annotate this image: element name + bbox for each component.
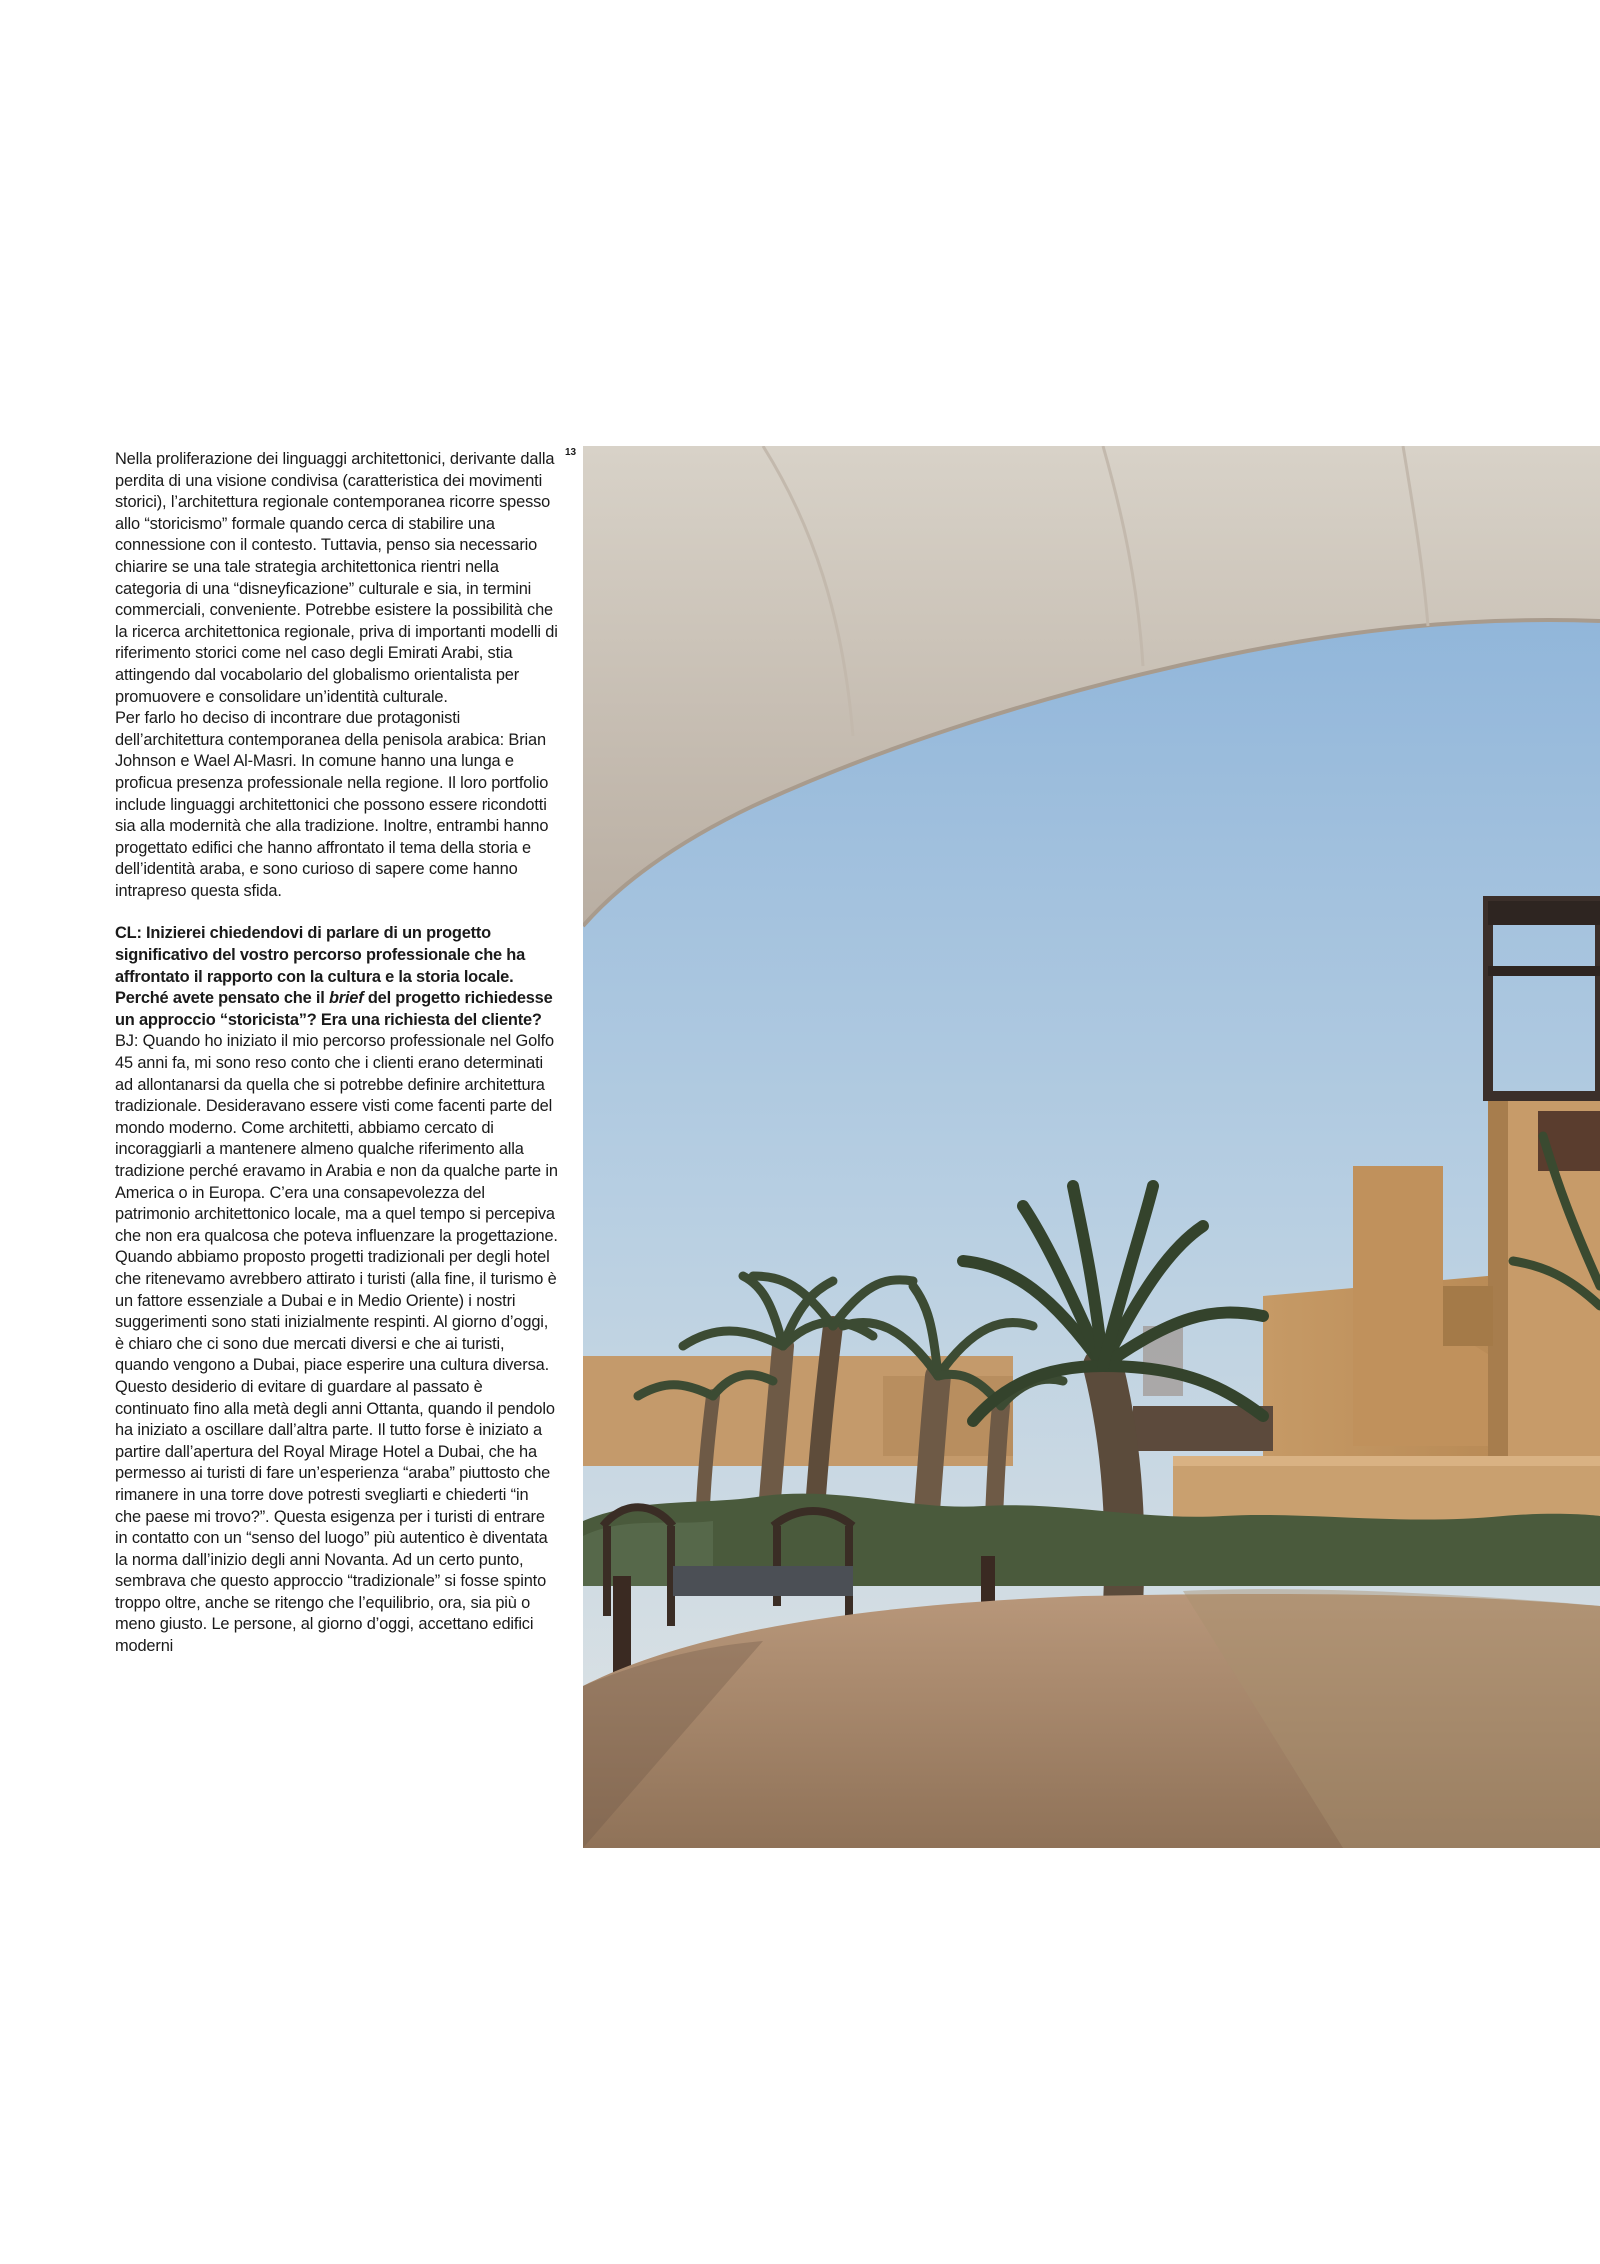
page-number: 13: [565, 447, 577, 458]
answer-paragraph: Questo desiderio di evitare di guardare al passato è continuato fino alla metà degli anni Ottanta, quando il pendolo ha iniziato a oscillare dall’altra parte. Il tutto forse è iniziato a partire dall’apertura del Royal Mirage Hotel a Dubai, che ha permesso ai turisti di fare un’esperienza “araba” piuttosto che rimanere in una torre dove potresti svegliarti e chiederti “in che paese mi trovo?”. Questa esigenza per i turisti di entrare in contatto con un “senso del luogo” più autentico è diventata la norma dall’inizio degli anni Novanta. Ad un certo punto, sembrava che questo approccio “tradizionale” si fosse spinto troppo oltre, anche se ritengo che l’equilibrio, ora, sia più o meno giusto. Le persone, al giorno d’oggi, accettano edifici moderni: [115, 1377, 555, 1656]
question-italic: brief: [328, 989, 364, 1008]
answer-paragraph: BJ: Quando ho iniziato il mio percorso professionale nel Golfo 45 anni fa, mi sono reso conto che i clienti erano determinati ad allontanarsi da quella che si potrebbe definire architettura tradizionale. Desideravano essere visti come facenti parte del mondo moderno. Come architetti, abbiamo cercato di incoraggiarli a mantenere almeno qualche riferimento alla tradizione perché eravamo in Arabia e non da qualche parte in America o in Europa. C’era una consapevolezza del patrimonio architettonico locale, ma a quel tempo si percepiva che non era qualcosa che poteva influenzare la progettazione. Quando abbiamo proposto progetti tradizionali per degli hotel che ritenevamo avrebbero attirato i turisti (alla fine, il turismo è un fattore essenziale a Dubai e in Medio Oriente) i nostri suggerimenti sono stati inizialmente respinti. Al giorno d’oggi, è chiaro che ci sono due mercati diversi e che ai turisti, quando vengono a Dubai, piace esperire una cultura diversa.: [115, 1032, 558, 1375]
article-column: [115, 449, 558, 1658]
intro-paragraph: Per farlo ho deciso di incontrare due protagonisti dell’architettura contemporanea della penisola arabica: Brian Johnson e Wael Al-Masri. In comune hanno una lunga e proficua presenza professionale nella regione. Il loro portfolio include linguaggi architettonici che possono essere ricondotti sia alla modernità che alla tradizione. Inoltre, entrambi hanno progettato edifici che hanno affrontato il tema della storia e dell’identità araba, e sono curioso di sapere come hanno intrapreso questa sfida.: [115, 709, 549, 900]
question-text: del progetto richiedesse un approccio “storicista”? Era una richiesta del cliente?: [115, 989, 553, 1029]
question-text: CL: Inizierei chiedendovi di parlare di un progetto significativo del vostro percorso professionale che ha affrontato il rapporto con la cultura e la storia locale. Perché avete pensato che il: [115, 924, 526, 1008]
intro-paragraph: Nella proliferazione dei linguaggi architettonici, derivante dalla perdita di una visione condivisa (caratteristica dei movimenti storici), l’architettura regionale contemporanea ricorre spesso allo “storicismo” formale quando cerca di stabilire una connessione con il contesto. Tuttavia, penso sia necessario chiarire se una tale strategia architettonica rientri nella categoria di una “disneyficazione” culturale e sia, in termini commerciali, conveniente. Potrebbe esistere la possibilità che la ricerca architettonica regionale, priva di importanti modelli di riferimento storici come nel caso degli Emirati Arabi, stia attingendo dal vocabolario del globalismo orientalista per promuovere e consolidare un’identità culturale.: [115, 450, 558, 706]
interview-question: [115, 923, 558, 1031]
resort-photo: [583, 446, 1600, 1848]
paragraph-gap: [115, 902, 558, 923]
